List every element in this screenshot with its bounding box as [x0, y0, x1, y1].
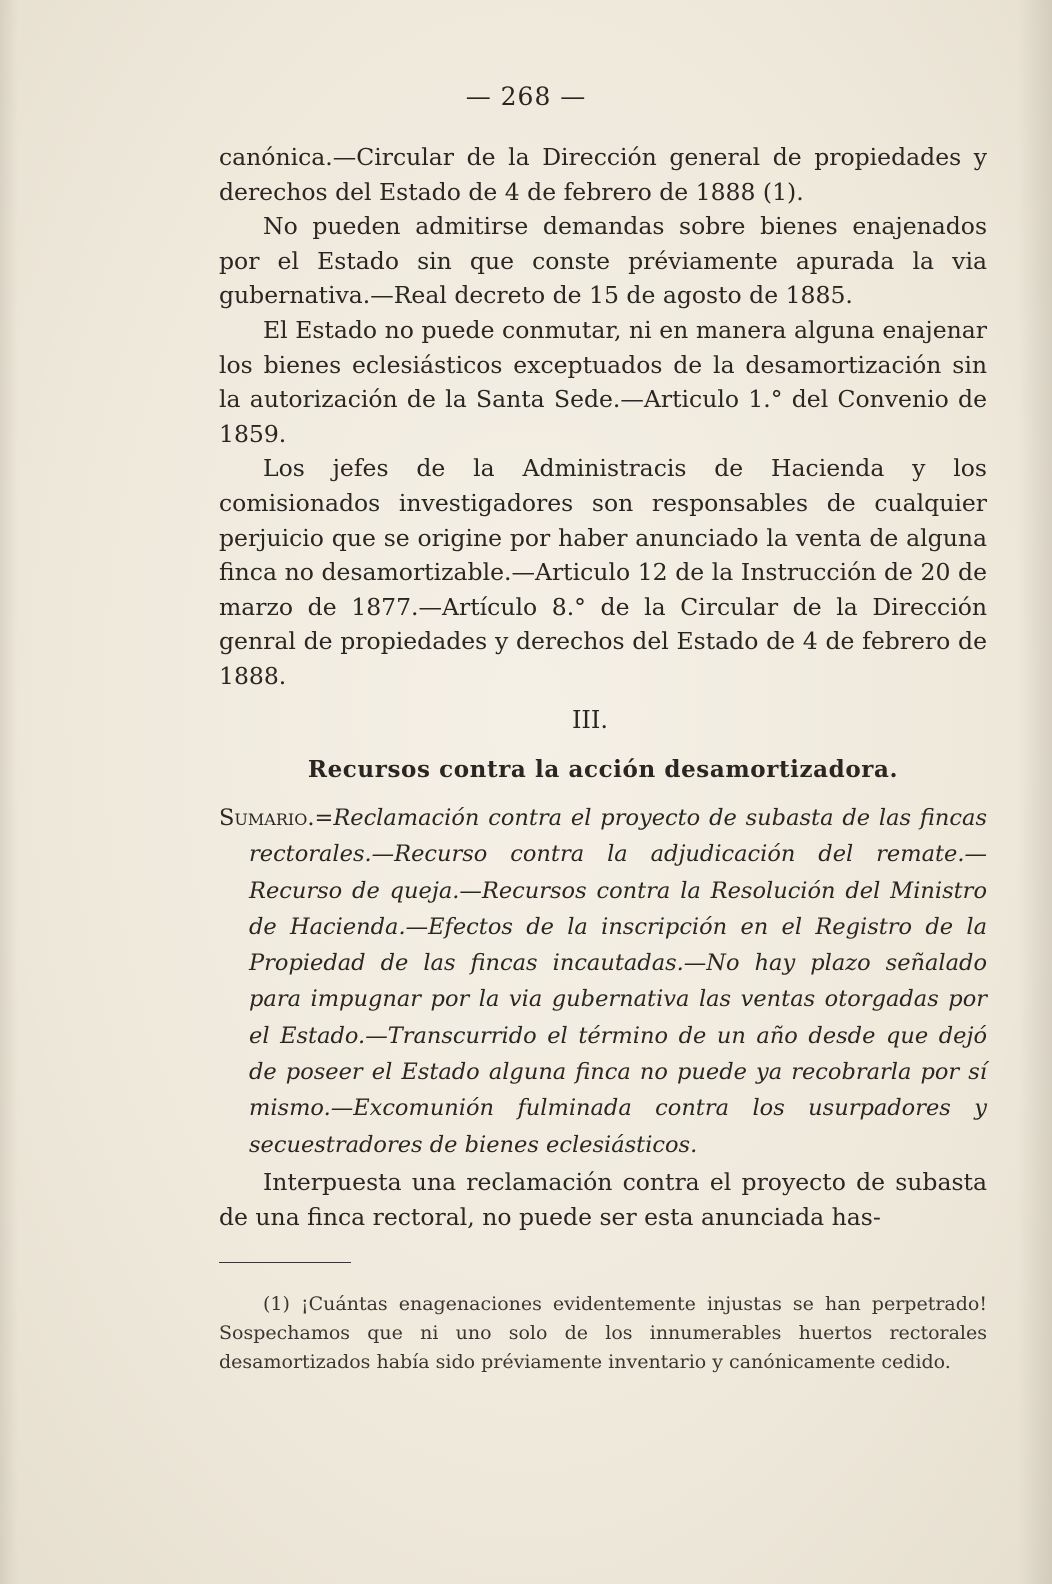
summary: [219, 800, 987, 1163]
intro: [219, 1165, 987, 1234]
section-title: Recursos contra la acción desamortizadora.: [307, 756, 899, 783]
footnote-rule: [219, 1262, 351, 1263]
footnote: [219, 1290, 987, 1377]
summary-label: Sumario.=: [219, 805, 334, 831]
section-number: III.: [571, 706, 609, 734]
footnote-text: (1) ¡Cuántas enagenaciones evidentemente injustas se han perpetrado! Sospechamos que ni uno solo de los innumerables huertos rectorales desamortizados había sido préviamente inventario y canónicamente cedido.: [219, 1293, 987, 1373]
page-number: — 268 —: [465, 82, 587, 111]
body-text: [219, 140, 987, 694]
page-edge-shadow: [1018, 0, 1052, 1584]
paragraph-4: Los jefes de la Administracis de Hacienda y los comisionados investigadores son responsables de cualquier perjuicio que se origine por haber anunciado la venta de alguna finca no desamortizable.—Articulo 12 de la Instrucción de 20 de marzo de 1877.—Artículo 8.° de la Circular de la Dirección genral de propiedades y derechos del Estado de 4 de febrero de 1888.: [219, 454, 987, 690]
summary-block: [219, 800, 987, 1163]
paragraph-1: canónica.—Circular de la Dirección general de propiedades y derechos del Estado de 4 de febrero de 1888 (1).: [219, 143, 987, 206]
page-gutter-shadow: [0, 0, 18, 1584]
summary-text: Reclamación contra el proyecto de subasta de las fincas rectorales.—Recurso contra la adjudicación del remate.—Recurso de queja.—Recursos contra la Resolución del Ministro de Hacienda.—Efectos de la inscripción en el Registro de la Propiedad de las fincas incautadas.—No hay plazo señalado para impugnar por la via gubernativa las ventas otorgadas por el Estado.—Transcurrido el término de un año desde que dejó de poseer el Estado alguna finca no puede ya recobrarla por sí mismo.—Excomunión fulminada contra los usurpadores y secuestradores de bienes eclesiásticos.: [249, 805, 987, 1158]
paragraph-2: No pueden admitirse demandas sobre bienes enajenados por el Estado sin que conste préviamente apurada la via gubernativa.—Real decreto de 15 de agosto de 1885.: [219, 212, 987, 310]
paragraph-3: El Estado no puede conmutar, ni en manera alguna enajenar los bienes eclesiásticos exceptuados de la desamortización sin la autorización de la Santa Sede.—Articulo 1.° del Convenio de 1859.: [219, 315, 987, 448]
intro-paragraph: Interpuesta una reclamación contra el proyecto de subasta de una finca rectoral, no puede ser esta anunciada has-: [219, 1168, 987, 1231]
